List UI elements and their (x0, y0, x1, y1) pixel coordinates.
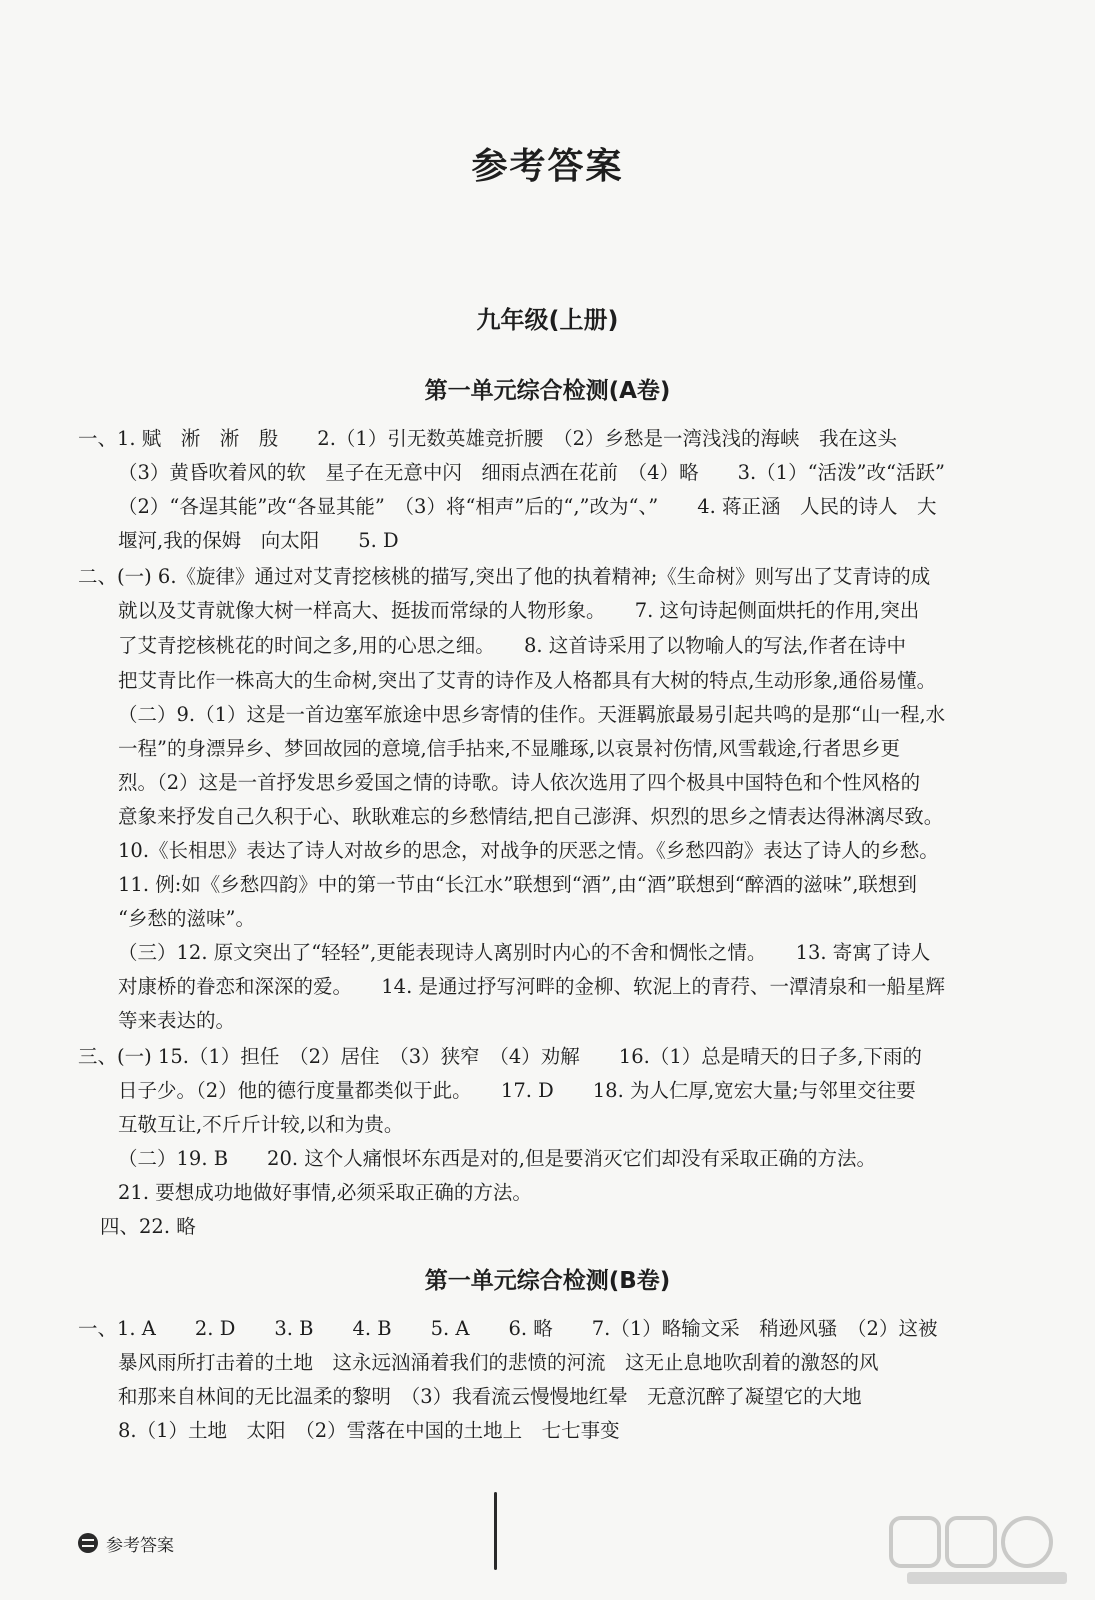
answer-line: “乡愁的滋味”。 (118, 907, 255, 930)
answer-line: 意象来抒发自己久积于心、耿耿难忘的乡愁情结,把自己澎湃、炽烈的思乡之情表达得淋漓尽致。 (118, 805, 944, 828)
answer-line: 一、1. 赋 淅 淅 殷 2.（1）引无数英雄竞折腰 （2）乡愁是一湾浅浅的海峡 我在这头 (78, 427, 897, 450)
answer-line: 等来表达的。 (118, 1009, 236, 1032)
page-title: 参考答案 (471, 146, 624, 187)
answer-line: 11. 例:如《乡愁四韵》中的第一节由“长江水”联想到“酒”,由“酒”联想到“醉酒的滋味”,联想到 (118, 873, 917, 896)
answer-line: 日子少。（2）他的德行度量都类似于此。 17. D 18. 为人仁厚,宽宏大量;与邻里交往要 (118, 1079, 916, 1102)
answer-line: 和那来自林间的无比温柔的黎明 （3）我看流云慢慢地红晕 无意沉醉了凝望它的大地 (118, 1385, 862, 1408)
answer-line: （二）9.（1）这是一首边塞军旅途中思乡寄情的佳作。天涯羁旅最易引起共鸣的是那“山一程,水 (118, 703, 946, 726)
answer-line: 一、1. A 2. D 3. B 4. B 5. A 6. 略 7.（1）略输文采 稍逊风骚 （2）这被 (78, 1317, 938, 1340)
unit-b-title: 第一单元综合检测(B卷) (424, 1268, 671, 1294)
book-icon (78, 1533, 98, 1553)
answer-line: 三、(一) 15.（1）担任 （2）居住 （3）狭窄 （4）劝解 16.（1）总是晴天的日子多,下雨的 (78, 1045, 922, 1068)
answer-line: （3）黄昏吹着风的软 星子在无意中闪 细雨点洒在花前 （4）略 3.（1）“活泼”改“活跃” (118, 461, 945, 484)
page-mark (494, 1492, 497, 1570)
answer-line: 四、22. 略 (100, 1215, 196, 1238)
footer (78, 1528, 174, 1558)
answer-line: 8.（1）土地 太阳 （2）雪落在中国的土地上 七七事变 (118, 1419, 620, 1442)
answer-line: 二、(一) 6.《旋律》通过对艾青挖核桃的描写,突出了他的执着精神;《生命树》则写出了艾青诗的成 (78, 565, 931, 588)
grade-title: 九年级(上册) (476, 306, 619, 334)
answer-line: 把艾青比作一株高大的生命树,突出了艾青的诗作及人格都具有大树的特点,生动形象,通俗易懂。 (118, 669, 937, 692)
answer-line: 烈。（2）这是一首抒发思乡爱国之情的诗歌。诗人依次选用了四个极具中国特色和个性风格的 (118, 771, 921, 794)
answer-line: 暴风雨所打击着的土地 这永远汹涌着我们的悲愤的河流 这无止息地吹刮着的激怒的风 (118, 1351, 879, 1374)
answer-line: 21. 要想成功地做好事情,必须采取正确的方法。 (118, 1181, 532, 1204)
answer-line: 对康桥的眷恋和深深的爱。 14. 是通过抒写河畔的金柳、软泥上的青荇、一潭清泉和一船星辉 (118, 975, 945, 998)
answer-line: 就以及艾青就像大树一样高大、挺拔而常绿的人物形象。 7. 这句诗起侧面烘托的作用,突出 (118, 599, 920, 622)
answer-line: 一程”的身漂异乡、梦回故园的意境,信手拈来,不显雕琢,以哀景衬伤情,风雪载途,行者思乡更 (118, 737, 900, 760)
answer-line: 10.《长相思》表达了诗人对故乡的思念，对战争的厌恶之情。《乡愁四韵》表达了诗人的乡愁。 (118, 839, 939, 862)
answer-line: （2）“各逞其能”改“各显其能” （3）将“相声”后的“,”改为“、” 4. 蒋正涵 人民的诗人 大 (118, 495, 937, 518)
answer-line: 互敬互让,不斤斤计较,以和为贵。 (118, 1113, 404, 1136)
footer-label: 参考答案 (106, 1535, 174, 1556)
answer-line: （二）19. B 20. 这个人痛恨坏东西是对的,但是要消灭它们却没有采取正确的方法。 (118, 1147, 876, 1170)
answer-line: （三）12. 原文突出了“轻轻”,更能表现诗人离别时内心的不舍和惆怅之情。 13. 寄寓了诗人 (118, 941, 931, 964)
answer-line: 了艾青挖核桃花的时间之多,用的心思之细。 8. 这首诗采用了以物喻人的写法,作者在诗中 (118, 634, 906, 657)
watermark-logo-icon (887, 1510, 1077, 1590)
answer-line: 堰河,我的保姆 向太阳 5. D (118, 529, 399, 552)
unit-a-title: 第一单元综合检测(A卷) (424, 378, 671, 404)
